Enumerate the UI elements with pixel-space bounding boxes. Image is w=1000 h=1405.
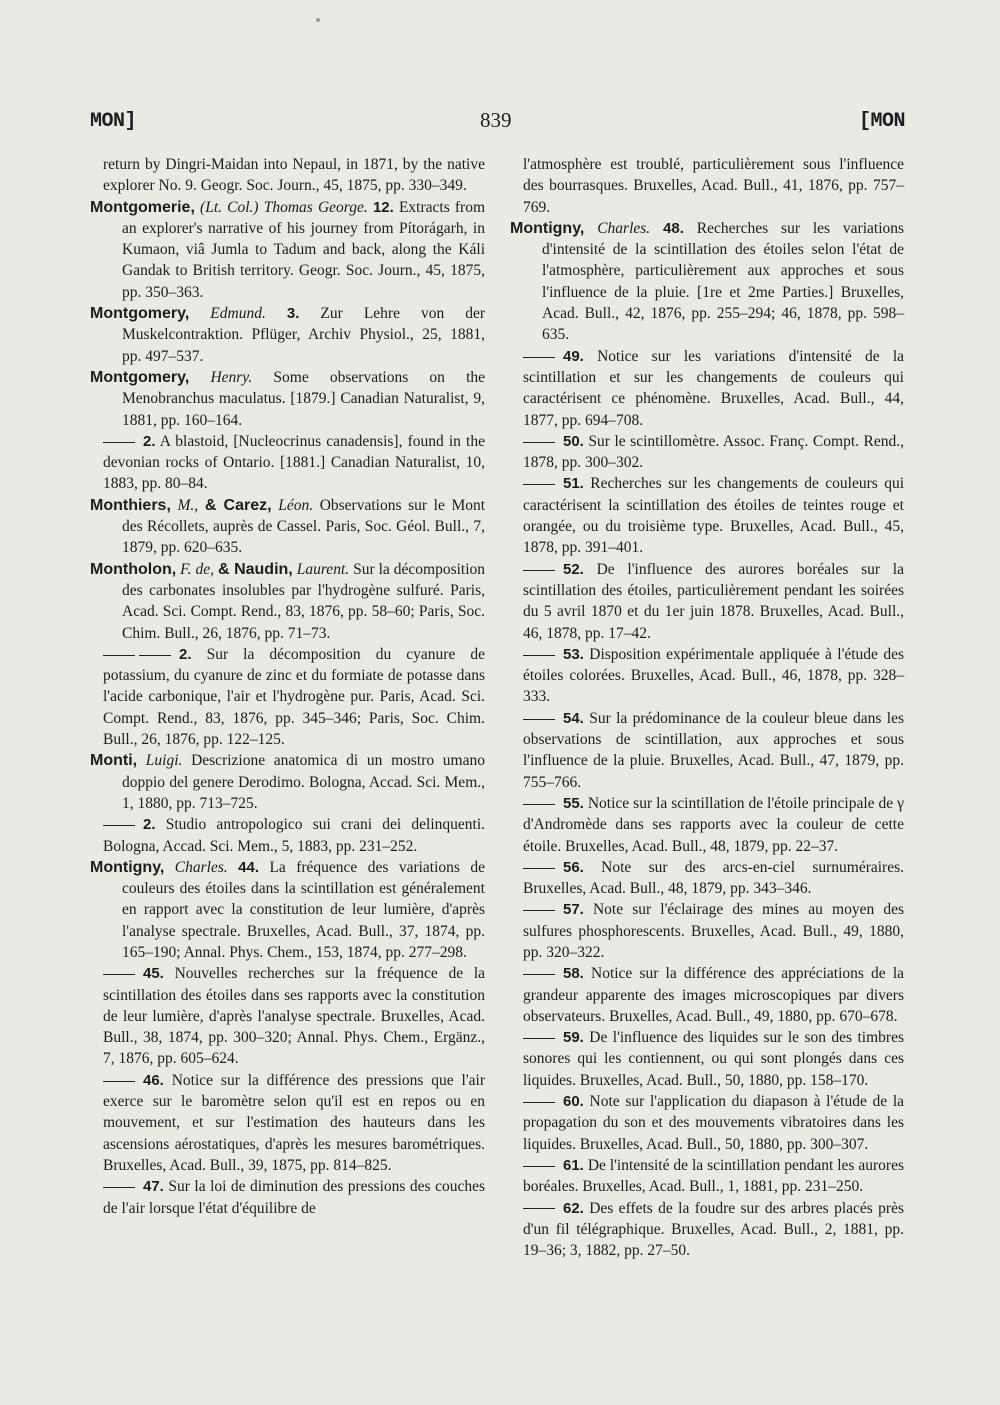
author-name: Montgomery, xyxy=(90,305,190,323)
coauthor-given: Laurent. xyxy=(296,560,350,578)
author-name: Montigny, xyxy=(90,858,165,876)
page-number: 839 xyxy=(480,108,512,132)
ditto-rule xyxy=(103,974,135,975)
ditto-rule xyxy=(523,804,555,805)
ditto-rule xyxy=(523,655,555,656)
right-column xyxy=(510,154,904,1261)
author-given: Henry. xyxy=(210,368,253,386)
entry-number: 57. xyxy=(563,901,584,919)
entry-montigny-53: 53. Disposition expérimentale appliquée à l'étude des étoiles colorées. Bruxelles, Acad. Bull., 46, 1878, pp. 328–333. xyxy=(523,645,904,706)
ditto-rule xyxy=(523,570,555,571)
entry-montigny-60: 60. Note sur l'application du diapason à l'étude de la propagation du son et des mouvements vibratoires dans les liquides. Bruxelles, Acad. Bull., 50, 1880, pp. 300–307. xyxy=(523,1093,904,1153)
author-given: Charles. xyxy=(174,858,228,876)
left-column xyxy=(90,154,485,1219)
coauthor-name: & Naudin, xyxy=(217,560,293,578)
entry-number: 46. xyxy=(143,1071,164,1089)
author-given: M., xyxy=(177,496,199,514)
author-name: Montholon, xyxy=(90,560,177,578)
entry-number: 55. xyxy=(563,794,584,812)
ditto-rule xyxy=(523,910,555,911)
entry-number: 56. xyxy=(563,858,584,876)
entry-monthiers-carez: Monthiers, M., & Carez, Léon. Observations sur le Mont des Récollets, auprès de Cassel. Paris, Soc. Géol. Bull., 7, 1879, pp. 620–635. xyxy=(90,496,486,557)
entry-montigny-44: Montigny, Charles. 44. La fréquence des variations de couleurs des étoiles dans la scintillation est généralement en rapport avec la constitution de leur lumière, d'après l'analyse spectrale. Bruxelles, Acad. Bull., 37, 1874, pp. 165–190; Annal. Phys. Chem., 153, 1874, pp. 277–298. xyxy=(90,858,485,961)
entry-number: 3. xyxy=(286,305,300,323)
entry-montigny-55: 55. Notice sur la scintillation de l'étoile principale de γ d'Andromède dans ses rapports avec la couleur de cette étoile. Bruxelles, Acad. Bull., 48, 1879, pp. 22–37. xyxy=(523,794,904,855)
header-right-guide-word: [MON xyxy=(858,110,905,133)
entry-number: 2. xyxy=(143,816,156,834)
entry-number: 49. xyxy=(563,347,584,365)
ditto-rule xyxy=(103,1187,135,1188)
entry-number: 54. xyxy=(563,709,584,727)
entry-montigny-54: 54. Sur la prédominance de la couleur bleue dans les observations de scintillation, aux approches et sous l'influence de la pluie. Bruxelles, Acad. Bull., 47, 1879, pp. 755–766. xyxy=(523,709,905,791)
entry-number: 53. xyxy=(563,645,584,663)
ditto-rule xyxy=(103,442,135,443)
entry-montholon-naudin: Montholon, F. de, & Naudin, Laurent. Sur la décomposition des carbonates insolubles par l'hydrogène sulfuré. Paris, Acad. Sci. Compt. Rend., 83, 1876, pp. 58–60; Paris, Soc. Chim. Bull., 26, 1876, pp. 71–73. xyxy=(90,560,486,642)
ditto-rule xyxy=(523,484,555,485)
ditto-rule xyxy=(103,1081,135,1082)
entry-montigny-52: 52. De l'influence des aurores boréales sur la scintillation des étoiles, particulièrement pendant les soirées du 5 avril 1870 et du 1er juin 1878. Bruxelles, Acad. Bull., 46, 1878, pp. 17–42. xyxy=(523,560,904,642)
author-given: Luigi. xyxy=(145,752,183,770)
ditto-rule xyxy=(103,825,135,826)
running-header xyxy=(90,110,905,140)
entry-montgomery-henry-2: 2. A blastoid, [Nucleocrinus canadensis], found in the devonian rocks of Ontario. [1881.] Canadian Naturalist, 10, 1883, pp. 80–84. xyxy=(103,432,485,493)
entry-montigny-58: 58. Notice sur la différence des appréciations de la grandeur apparente des images microscopiques par divers observateurs. Bruxelles, Acad. Bull., 49, 1880, pp. 670–678. xyxy=(523,965,904,1025)
entry-number: 58. xyxy=(563,965,584,983)
entry-montigny-50: 50. Sur le scintillomètre. Assoc. Franç. Compt. Rend., 1878, pp. 300–302. xyxy=(523,432,904,472)
entry-monti: Monti, Luigi. Descrizione anatomica di un mostro umano doppio del genere Derodimo. Bologna, Accad. Sci. Mem., 1, 1880, pp. 713–725. xyxy=(90,752,485,812)
ditto-rule xyxy=(523,1208,555,1209)
ditto-rule xyxy=(523,1166,555,1167)
author-name: Montgomery, xyxy=(90,368,190,386)
entry-montgomery-henry: Montgomery, Henry. Some observations on the Menobranchus maculatus. [1879.] Canadian Naturalist, 9, 1881, pp. 160–164. xyxy=(90,368,486,429)
ditto-rule xyxy=(523,442,555,443)
entry-montigny-49: 49. Notice sur les variations d'intensité de la scintillation et sur les changements de couleurs qui caractérisent ce phénomène. Bruxelles, Acad. Bull., 44, 1877, pp. 694–708. xyxy=(523,347,905,429)
entry-number: 51. xyxy=(563,475,584,493)
entry-number: 47. xyxy=(143,1178,164,1196)
entry-number: 50. xyxy=(563,432,584,450)
entry-number: 2. xyxy=(179,645,192,663)
entry-number: 59. xyxy=(563,1029,584,1047)
entry-number: 12. xyxy=(372,198,394,216)
print-speck xyxy=(316,18,320,22)
author-name: Montgomerie, xyxy=(90,198,195,216)
entry-number: 60. xyxy=(563,1093,584,1111)
entry-montigny-59: 59. De l'influence des liquides sur le son des timbres sonores qui les contiennent, ou qui sont plongés dans ces liquides. Bruxelles, Acad. Bull., 50, 1880, pp. 158–170. xyxy=(523,1029,904,1089)
entry-montigny-46: 46. Notice sur la différence des pressions que l'air exerce sur le baromètre selon qu'il est en repos ou en mouvement, et sur l'estimation des hauteurs dans les ascensions aérostatiques, d'après les mesures barométriques. Bruxelles, Acad. Bull., 39, 1875, pp. 814–825. xyxy=(103,1071,485,1174)
ditto-rule xyxy=(139,655,171,656)
entry-monti-2: 2. Studio antropologico sui crani dei delinquenti. Bologna, Accad. Sci. Mem., 5, 1883, pp. 231–252. xyxy=(103,816,485,855)
ditto-rule xyxy=(523,974,555,975)
entry-montigny-56: 56. Note sur des arcs-en-ciel surnuméraires. Bruxelles, Acad. Bull., 48, 1879, pp. 343–346. xyxy=(523,858,904,898)
author-given: (Lt. Col.) Thomas George. xyxy=(200,198,368,216)
author-given: F. de, xyxy=(180,560,214,578)
entry-montgomerie-12: Montgomerie, (Lt. Col.) Thomas George. 12. Extracts from an explorer's narrative of his journey from Pítorágarh, in Kumaon, viâ Jumla to Tadum and back, along the Káli Gandak to British territory. Geogr. Soc. Journ., 45, 1875, pp. 350–363. xyxy=(90,198,486,301)
coauthor-name: & Carez, xyxy=(204,496,272,514)
ditto-rule xyxy=(523,1038,555,1039)
entry-montigny-61: 61. De l'intensité de la scintillation pendant les aurores boréales. Bruxelles, Acad. Bull., 1, 1881, pp. 231–250. xyxy=(523,1156,905,1196)
entry-continuation: l'atmosphère est troublé, particulièrement sous l'influence des bourrasques. Bruxelles, Acad. Bull., 41, 1876, pp. 757–769. xyxy=(523,156,904,216)
entry-montholon-naudin-2: 2. Sur la décomposition du cyanure de potassium, du cyanure de zinc et du formiate de potasse dans l'acide carbonique, l'air et l'hydrogène pur. Paris, Acad. Sci. Compt. Rend., 83, 1876, pp. 345–346; Paris, Soc. Chim. Bull., 26, 1876, pp. 122–125. xyxy=(103,645,486,749)
entry-number: 52. xyxy=(563,560,584,578)
entry-montigny-62: 62. Des effets de la foudre sur des arbres placés près d'un fil télégraphique. Bruxelles, Acad. Bull., 2, 1881, pp. 19–36; 3, 1882, pp. 27–50. xyxy=(523,1199,904,1260)
entry-number: 44. xyxy=(238,858,260,876)
entry-number: 2. xyxy=(143,432,156,450)
author-name: Monti, xyxy=(90,752,138,770)
entry-number: 62. xyxy=(563,1199,584,1217)
ditto-rule xyxy=(103,655,135,656)
header-left-guide-word: MON] xyxy=(90,110,137,133)
entry-montigny-57: 57. Note sur l'éclairage des mines au moyen des sulfures phosphorescents. Bruxelles, Acad. Bull., 49, 1880, pp. 320–322. xyxy=(523,901,904,961)
entry-montgomery-edmund-3: Montgomery, Edmund. 3. Zur Lehre von der Muskelcontraktion. Pflüger, Archiv Physiol., 25, 1881, pp. 497–537. xyxy=(90,305,486,365)
entry-montigny-51: 51. Recherches sur les changements de couleurs qui caractérisent la scintillation des étoiles de teintes rouge et orangée, ou du troisième type. Bruxelles, Acad. Bull., 45, 1878, pp. 391–401. xyxy=(523,475,905,557)
ditto-rule xyxy=(523,868,555,869)
entry-continuation: return by Dingri-Maidan into Nepaul, in 1871, by the native explorer No. 9. Geogr. Soc. Journ., 45, 1875, pp. 330–349. xyxy=(103,156,485,195)
coauthor-given: Léon. xyxy=(278,496,314,514)
ditto-rule xyxy=(523,1102,555,1103)
ditto-rule xyxy=(523,719,555,720)
ditto-rule xyxy=(523,357,555,358)
entry-montigny-47: 47. Sur la loi de diminution des pressions des couches de l'air lorsque l'état d'équilibre de xyxy=(103,1178,485,1217)
author-name: Montigny, xyxy=(510,219,585,237)
author-given: Charles. xyxy=(597,219,651,237)
entry-montigny-45: 45. Nouvelles recherches sur la fréquence de la scintillation des étoiles dans ses rapports avec la constitution de leur lumière, d'après l'analyse spectrale. Bruxelles, Acad. Bull., 38, 1874, pp. 300–320; Annal. Phys. Chem., Ergänz., 7, 1876, pp. 605–624. xyxy=(103,965,486,1068)
author-given: Edmund. xyxy=(210,305,266,323)
entry-number: 45. xyxy=(143,965,164,983)
entry-montigny-48: Montigny, Charles. 48. Recherches sur les variations d'intensité de la scintillation des étoiles selon l'état de l'atmosphère, particulièrement aux approches et sous l'influence de la pluie. [1re et 2me Parties.] Bruxelles, Acad. Bull., 42, 1876, pp. 255–294; 46, 1878, pp. 598–635. xyxy=(510,219,905,344)
entry-number: 48. xyxy=(663,219,684,237)
entry-number: 61. xyxy=(563,1156,584,1174)
author-name: Monthiers, xyxy=(90,496,171,514)
